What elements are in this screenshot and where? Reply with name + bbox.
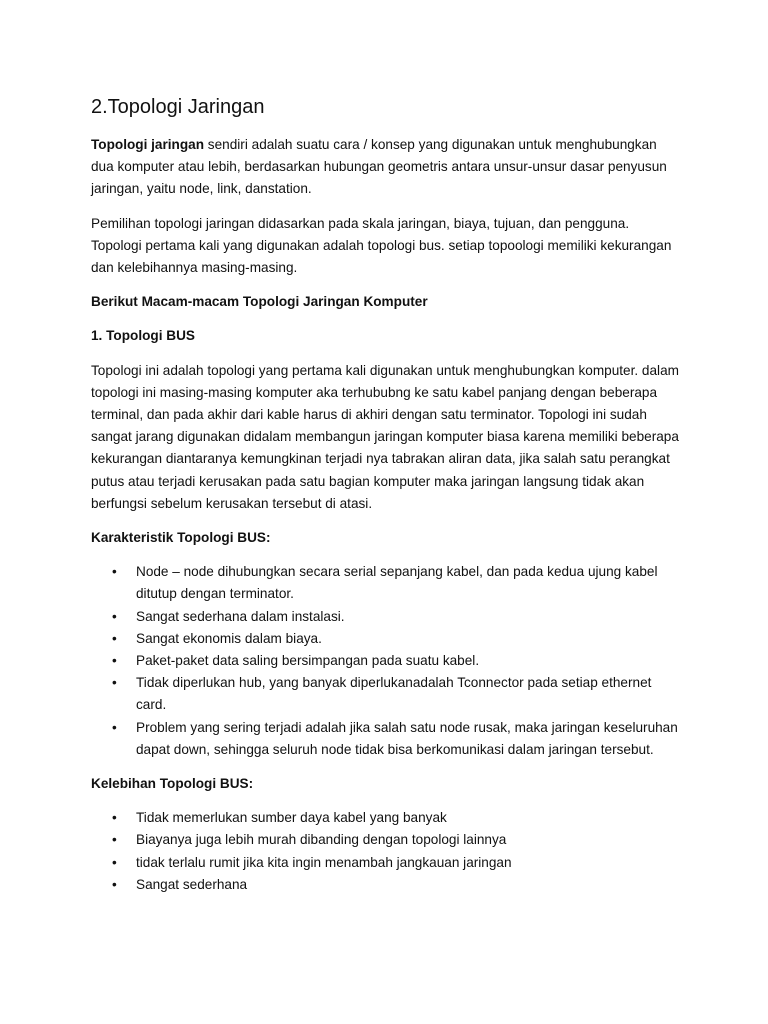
karakteristik-heading: Karakteristik Topologi BUS: xyxy=(91,530,271,546)
bullet-icon: • xyxy=(112,854,117,870)
list-item xyxy=(91,606,681,628)
karakteristik-list xyxy=(91,561,681,761)
kelebihan-list xyxy=(91,807,681,896)
list-item xyxy=(91,852,681,874)
document-page xyxy=(91,94,681,908)
bullet-icon: • xyxy=(112,630,117,646)
list-item xyxy=(91,829,681,851)
kelebihan-heading: Kelebihan Topologi BUS: xyxy=(91,776,254,792)
bullet-icon: • xyxy=(112,608,117,624)
list-item-text: Sangat sederhana xyxy=(136,876,248,892)
section-heading-macam: Berikut Macam-macam Topologi Jaringan Komputer xyxy=(91,294,428,310)
list-item-text: Tidak memerlukan sumber daya kabel yang banyak xyxy=(136,810,447,826)
list-item-text: Paket-paket data saling bersimpangan pada suatu kabel. xyxy=(136,653,480,669)
section-heading-bus: 1. Topologi BUS xyxy=(91,328,195,344)
list-item-text: tidak terlalu rumit jika kita ingin menambah jangkauan jaringan xyxy=(136,854,512,870)
list-item xyxy=(91,807,681,829)
list-item-text: Tidak diperlukan hub, yang banyak diperlukanadalah Tconnector pada setiap ethernet card. xyxy=(136,675,652,713)
selection-paragraph: Pemilihan topologi jaringan didasarkan pada skala jaringan, biaya, tujuan, dan pengguna. Topologi pertama kali yang digunakan adalah topologi bus. setiap topoologi memiliki kekurangan dan kelebihannya masing-masing. xyxy=(91,215,672,276)
list-item xyxy=(91,628,681,650)
list-item xyxy=(91,650,681,672)
list-item-text: Biayanya juga lebih murah dibanding dengan topologi lainnya xyxy=(136,832,507,848)
list-item-text: Problem yang sering terjadi adalah jika salah satu node rusak, maka jaringan keseluruhan dapat down, sehingga seluruh node tidak bisa berkomunikasi dalam jaringan tersebut. xyxy=(136,719,678,757)
list-item xyxy=(91,874,681,896)
bullet-icon: • xyxy=(112,876,117,892)
list-item-text: Sangat ekonomis dalam biaya. xyxy=(136,630,322,646)
list-item xyxy=(91,717,681,761)
bullet-icon: • xyxy=(112,719,117,735)
intro-term: Topologi jaringan xyxy=(91,137,205,152)
bus-description-paragraph: Topologi ini adalah topologi yang pertama kali digunakan untuk menghubungkan komputer. dalam topologi ini masing-masing komputer aka terhububng ke satu kabel panjang dengan beberapa terminal, dan pada akhir dari kable harus di akhiri dengan satu terminator. Topologi ini sudah sangat jarang digunakan didalam membangun jaringan komputer biasa karena memiliki beberapa kekurangan diantaranya kemungkinan terjadi nya tabrakan aliran data, jika salah satu perangkat putus atau terjadi kerusakan pada satu bagian komputer maka jaringan langsung tidak akan berfungsi sebelum kerusakan tersebut di atasi. xyxy=(91,362,679,511)
list-item xyxy=(91,561,681,605)
list-item xyxy=(91,672,681,716)
bullet-icon: • xyxy=(112,564,117,580)
intro-text: sendiri adalah suatu cara / konsep yang digunakan untuk menghubungkan dua komputer atau lebih, berdasarkan hubungan geometris antara unsur-unsur dasar penyusun jaringan, yaitu node, link, danstation. xyxy=(91,137,667,197)
bullet-icon: • xyxy=(112,653,117,669)
list-item-text: Node – node dihubungkan secara serial sepanjang kabel, dan pada kedua ujung kabel ditutup dengan terminator. xyxy=(136,564,658,602)
document-title: 2.Topologi Jaringan xyxy=(91,96,265,118)
bullet-icon: • xyxy=(112,675,117,691)
list-item-text: Sangat sederhana dalam instalasi. xyxy=(136,608,345,624)
bullet-icon: • xyxy=(112,810,117,826)
intro-paragraph xyxy=(91,134,681,201)
bullet-icon: • xyxy=(112,832,117,848)
